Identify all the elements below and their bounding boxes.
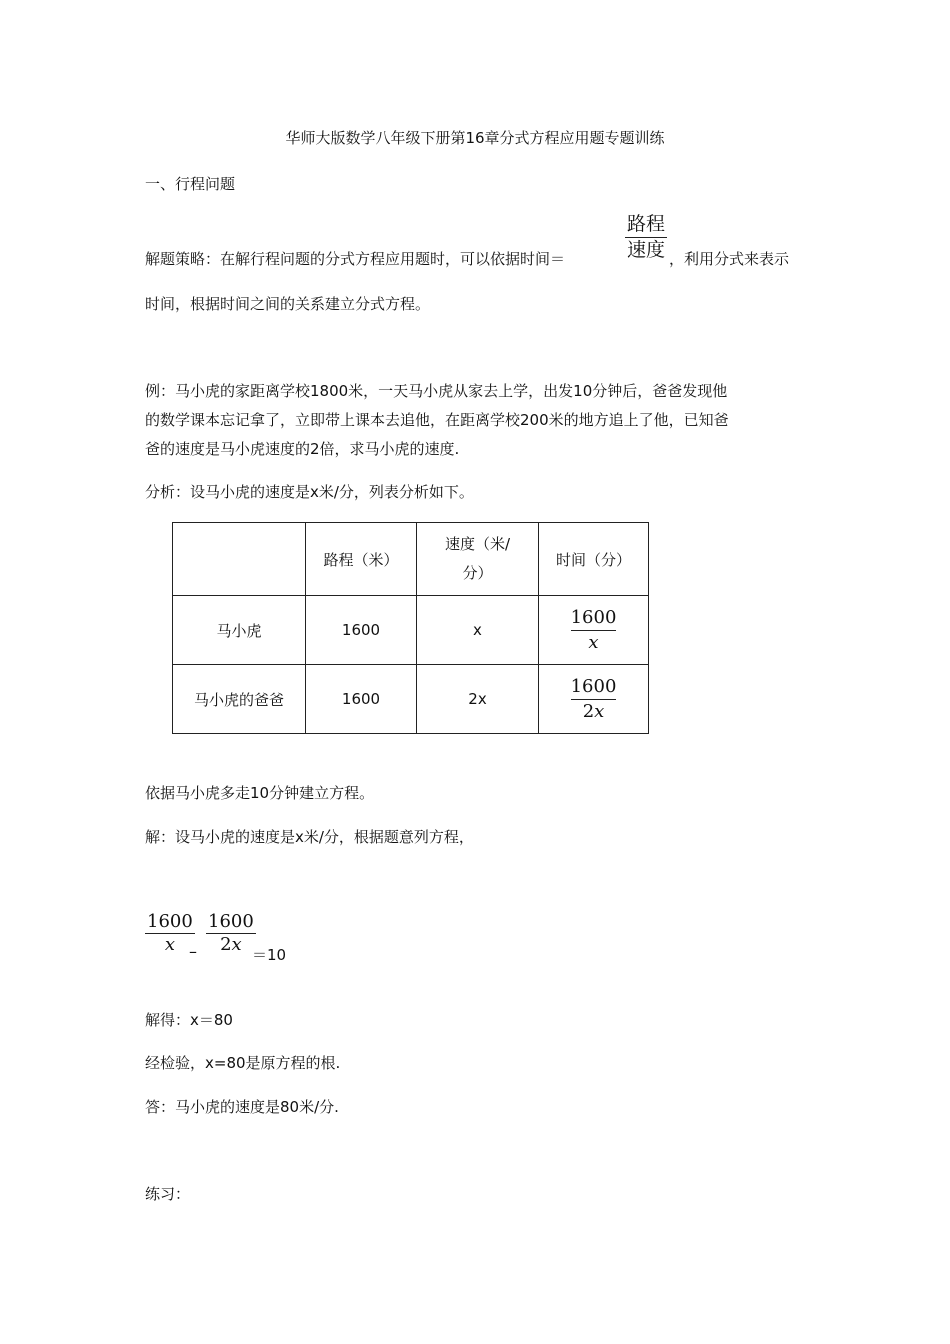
equation-minus: – [189, 942, 197, 961]
time-fraction [571, 606, 617, 655]
cell-distance: 1600 [306, 596, 417, 665]
header-speed-line2: 分） [462, 564, 493, 582]
example-line-1: 例：马小虎的家距离学校1800米，一天马小虎从家去上学，出发10分钟后，爸爸发现他 [145, 382, 728, 400]
table-row [173, 665, 649, 734]
check-text: 经检验，x=80是原方程的根. [145, 1054, 341, 1072]
cell-speed: x [417, 596, 539, 665]
solved-text: 解得：x＝80 [145, 1011, 233, 1029]
header-cell-empty [173, 523, 306, 596]
cell-distance: 1600 [306, 665, 417, 734]
time-fraction [571, 675, 617, 724]
cell-name: 马小虎 [173, 596, 306, 665]
cell-speed: 2x [417, 665, 539, 734]
header-cell-distance: 路程（米） [306, 523, 417, 596]
fraction-denominator: x [164, 934, 175, 955]
analysis-table [172, 522, 649, 734]
fraction-denominator: 速度 [627, 239, 666, 261]
fraction-numerator: 1600 [570, 675, 617, 697]
cell-name: 马小虎的爸爸 [173, 665, 306, 734]
fraction-numerator: 1600 [147, 911, 193, 932]
header-speed-line1: 速度（米/ [444, 535, 511, 553]
table-header-row [173, 523, 649, 596]
equation-rhs: ＝10 [252, 946, 287, 964]
fraction-numerator: 1600 [208, 911, 254, 932]
fraction-numerator: 1600 [570, 606, 617, 628]
header-cell-speed [417, 523, 539, 596]
fraction-denominator: 2x [582, 700, 605, 722]
solution-intro: 解：设马小虎的速度是x米/分，根据题意列方程， [145, 828, 474, 846]
strategy-prefix: 解题策略：在解行程问题的分式方程应用题时，可以依据时间＝ [145, 250, 566, 268]
cell-time [539, 665, 649, 734]
example-line-3: 爸的速度是马小虎速度的2倍，求马小虎的速度. [145, 440, 460, 458]
document-title: 华师大版数学八年级下册第16章分式方程应用题专题训练 [285, 129, 665, 147]
strategy-line2: 时间，根据时间之间的关系建立分式方程。 [145, 295, 431, 313]
table-row [173, 596, 649, 665]
fraction-denominator: 2x [220, 934, 242, 955]
equation-fraction-1 [145, 911, 195, 956]
fraction-denominator: x [588, 631, 599, 653]
analysis-text: 分析：设马小虎的速度是x米/分，列表分析如下。 [145, 483, 474, 501]
fraction-numerator: 路程 [627, 213, 666, 235]
answer-text: 答：马小虎的速度是80米/分. [145, 1098, 339, 1116]
section-heading: 一、行程问题 [145, 175, 236, 193]
header-cell-time: 时间（分） [539, 523, 649, 596]
cell-time [539, 596, 649, 665]
practice-heading: 练习： [145, 1185, 191, 1203]
equation-fraction-2 [206, 911, 256, 956]
time-formula-fraction [625, 212, 667, 263]
strategy-suffix: ，利用分式来表示 [669, 250, 790, 268]
basis-text: 依据马小虎多走10分钟建立方程。 [145, 784, 375, 802]
example-line-2: 的数学课本忘记拿了，立即带上课本去追他，在距离学校200米的地方追上了他，已知爸 [145, 411, 729, 429]
